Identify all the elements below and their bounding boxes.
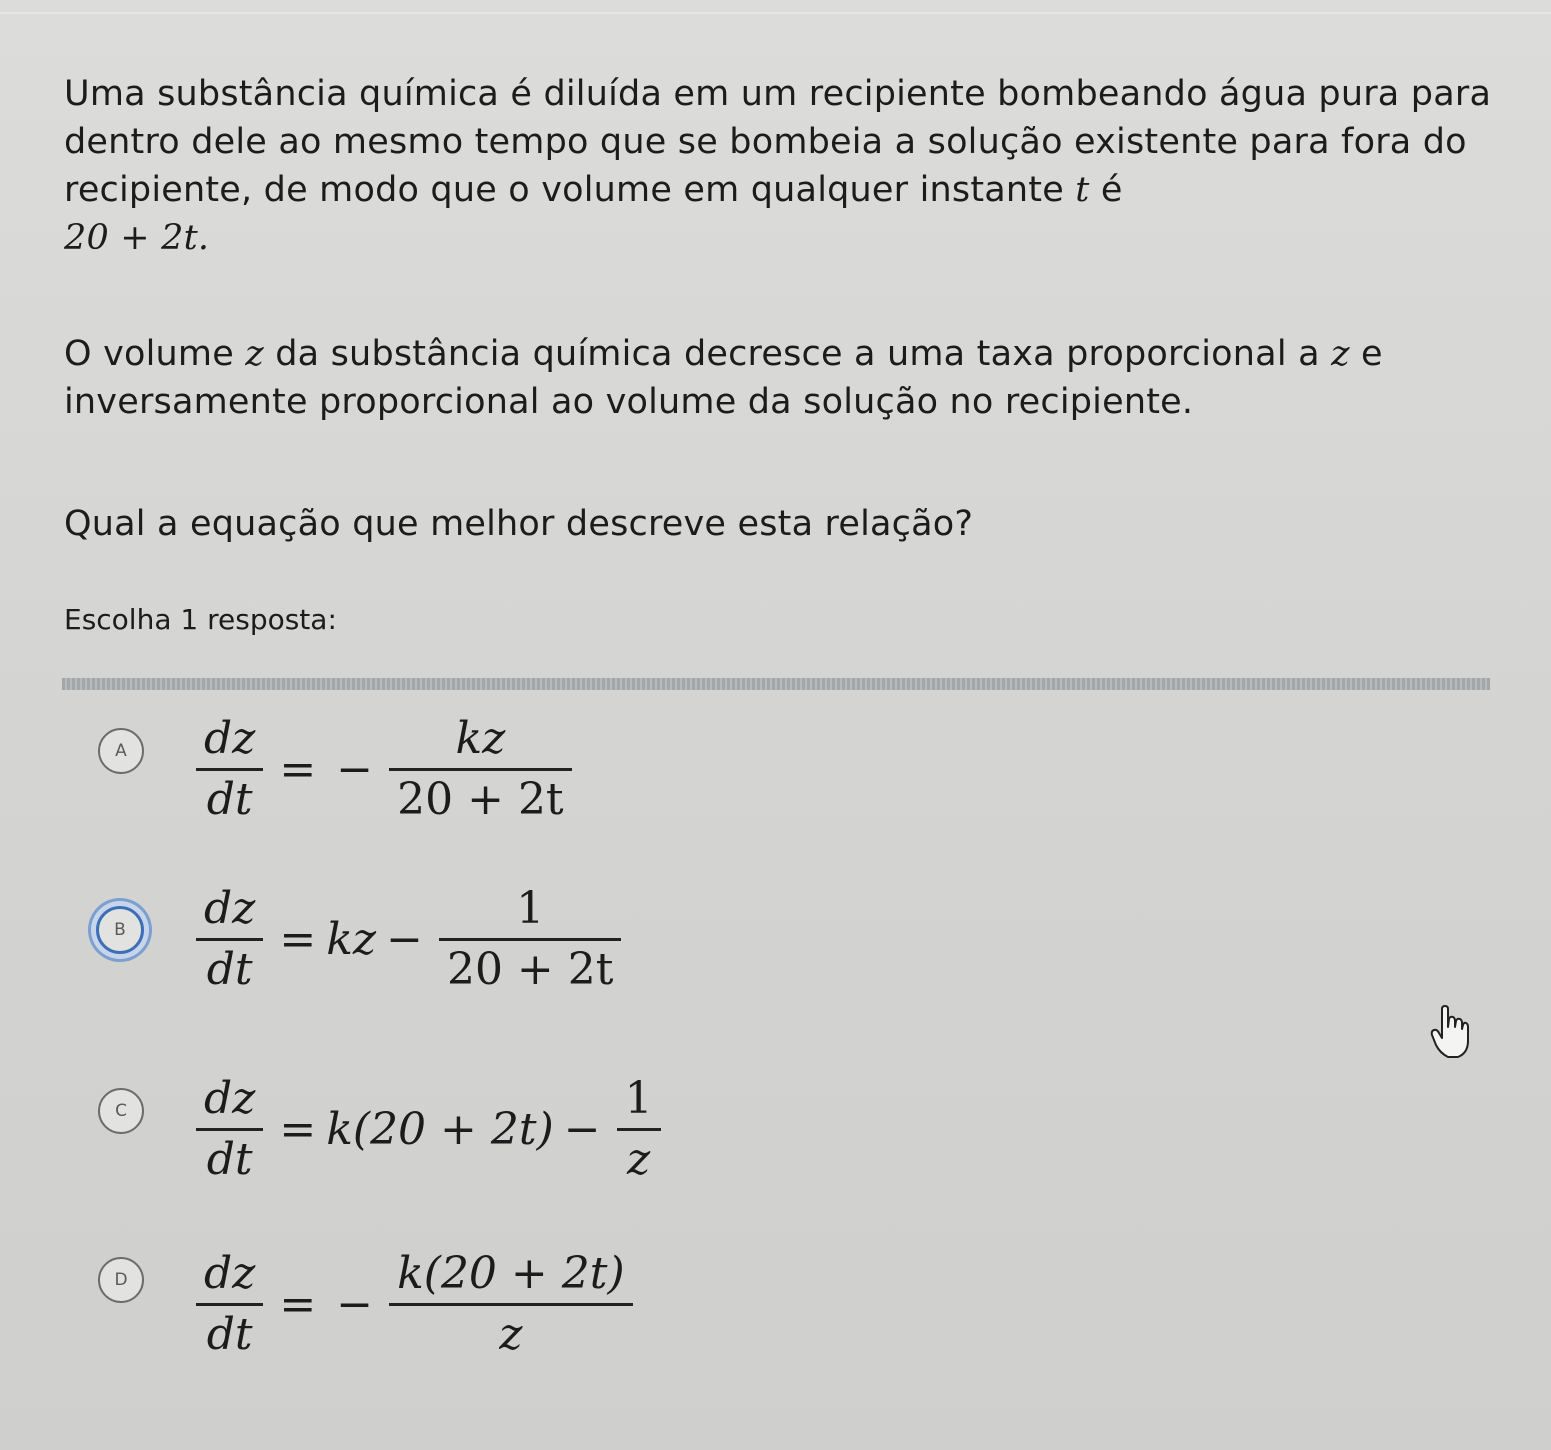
formula-b [190, 880, 627, 999]
minus-sign: − [336, 1279, 374, 1330]
fraction-numerator: k(20 + 2t) [397, 1248, 625, 1299]
equals-sign: = [279, 1104, 317, 1155]
question-intro [64, 70, 1534, 262]
fraction-numerator: dz [204, 1248, 256, 1299]
fraction-numerator: 1 [624, 1073, 653, 1124]
question-prompt: Qual a equação que melhor descreve esta relação? [64, 504, 974, 544]
fraction-denominator: dt [206, 1134, 253, 1185]
minus-sign: − [563, 1104, 601, 1155]
volume-text-2: da substância química decresce a uma taxa proporcional a [275, 334, 1320, 374]
derivative-fraction [196, 1245, 263, 1364]
hand-pointer-icon [1430, 1005, 1470, 1059]
minus-sign: − [336, 744, 374, 795]
fraction-denominator: z [627, 1134, 651, 1185]
rhs-fraction [617, 1070, 661, 1189]
fraction-numerator: kz [455, 713, 506, 764]
volume-variable-1: z [245, 334, 264, 374]
formula-a [190, 710, 578, 829]
radio-b[interactable]: B [96, 906, 144, 954]
radio-d[interactable]: D [98, 1257, 144, 1303]
fraction-numerator: dz [204, 713, 256, 764]
intro-is: é [1100, 170, 1123, 210]
rhs-fraction [439, 880, 622, 999]
derivative-fraction [196, 880, 263, 999]
radio-a[interactable]: A [98, 728, 144, 774]
fraction-numerator: dz [204, 1073, 256, 1124]
fraction-denominator: dt [206, 1309, 253, 1360]
volume-variable-2: z [1331, 334, 1350, 374]
minus-sign: − [386, 914, 423, 965]
fraction-numerator: dz [204, 883, 256, 934]
fraction-numerator: 1 [516, 883, 545, 934]
equals-sign: = [279, 744, 317, 795]
intro-text: Uma substância química é diluída em um recipiente bombeando água pura para dentro dele ao mesmo tempo que se bombeia a solução existente para fora do recipiente, de modo que o volume em qualquer instante [64, 74, 1492, 210]
answer-instruction: Escolha 1 resposta: [64, 603, 337, 636]
formula-c [190, 1070, 667, 1189]
radio-c[interactable]: C [98, 1088, 144, 1134]
answer-divider [62, 678, 1490, 690]
formula-d [190, 1245, 639, 1364]
term: kz [326, 914, 377, 965]
volume-text-1: O volume [64, 334, 234, 374]
top-divider [0, 12, 1551, 14]
fraction-denominator: z [499, 1309, 523, 1360]
rhs-fraction [389, 710, 572, 829]
fraction-denominator: dt [206, 774, 253, 825]
fraction-denominator: 20 + 2t [446, 944, 614, 995]
volume-text-3: e inversamente proporcional ao volume da solução no recipiente. [64, 334, 1383, 422]
equals-sign: = [279, 914, 317, 965]
derivative-fraction [196, 1070, 263, 1189]
fraction-denominator: 20 + 2t [397, 774, 564, 825]
answer-option-d[interactable] [0, 1245, 1551, 1405]
question-volume-description [64, 330, 1534, 426]
intro-variable: t [1075, 170, 1090, 210]
fraction-denominator: dt [206, 944, 253, 995]
equals-sign: = [279, 1279, 317, 1330]
term: k(20 + 2t) [326, 1104, 554, 1155]
intro-expression: 20 + 2t. [64, 218, 210, 258]
answer-option-b[interactable] [0, 870, 1551, 1030]
answer-option-c[interactable] [0, 1070, 1551, 1230]
answer-option-a[interactable] [0, 700, 1551, 860]
rhs-fraction [389, 1245, 633, 1364]
derivative-fraction [196, 710, 263, 829]
